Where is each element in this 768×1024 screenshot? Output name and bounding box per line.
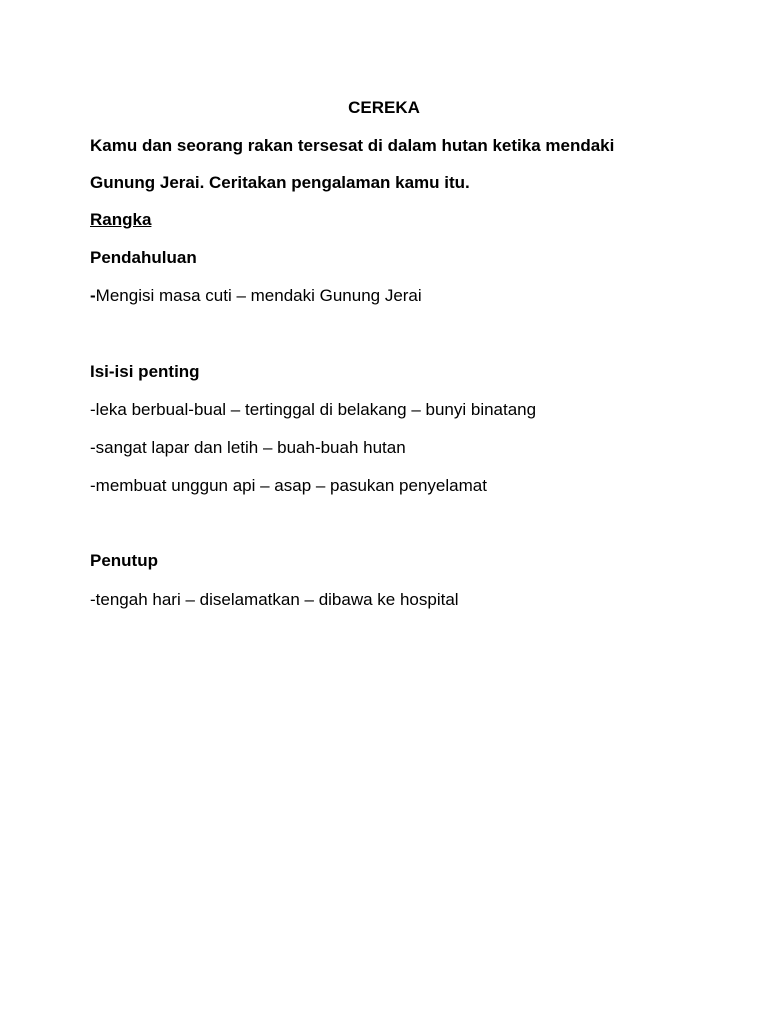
introduction-point bbox=[90, 285, 422, 307]
introduction-point-text: Mengisi masa cuti – mendaki Gunung Jerai bbox=[95, 286, 422, 305]
introduction-heading: Pendahuluan bbox=[90, 248, 197, 267]
main-point-3: -membuat unggun api – asap – pasukan penyelamat bbox=[90, 476, 487, 495]
conclusion-point: -tengah hari – diselamatkan – dibawa ke hospital bbox=[90, 590, 459, 609]
question-line-1: Kamu dan seorang rakan tersesat di dalam hutan ketika mendaki bbox=[90, 136, 615, 155]
question-line-2: Gunung Jerai. Ceritakan pengalaman kamu itu. bbox=[90, 173, 470, 192]
introduction-dash: - bbox=[90, 286, 96, 305]
main-point-2: -sangat lapar dan letih – buah-buah hutan bbox=[90, 438, 406, 457]
main-point-1: -leka berbual-bual – tertinggal di belakang – bunyi binatang bbox=[90, 400, 537, 419]
conclusion-heading: Penutup bbox=[90, 551, 158, 570]
main-points-heading: Isi-isi penting bbox=[90, 362, 200, 381]
document-title: CEREKA bbox=[348, 98, 420, 117]
outline-heading: Rangka bbox=[90, 210, 152, 229]
